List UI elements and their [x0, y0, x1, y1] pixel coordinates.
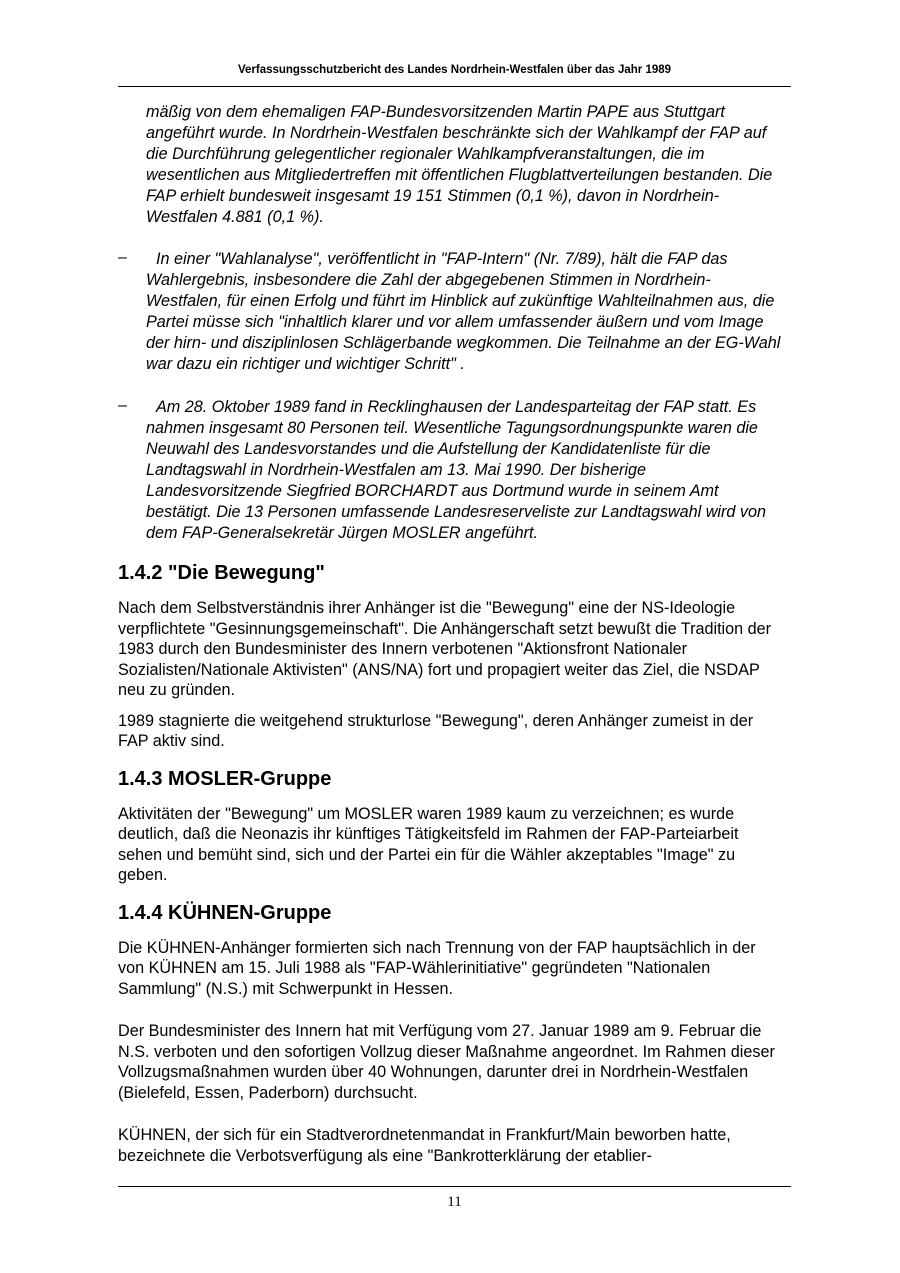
page-body — [118, 102, 786, 1176]
body-paragraph: KÜHNEN, der sich für ein Stadtverordnetenmandat in Frankfurt/Main beworben hatte, bezeichnete die Verbotsverfügung als eine "Bankrotterklärung der etablier- — [118, 1126, 731, 1165]
running-header: Verfassungsschutzbericht des Landes Nordrhein-Westfalen über das Jahr 1989 — [237, 64, 672, 76]
dash-bullet-icon: – — [118, 397, 127, 414]
bullet-text: In einer "Wahlanalyse", veröffentlicht in "FAP-Intern" (Nr. 7/89), hält die FAP das Wahlergebnis, insbesondere die Zahl der abgegebenen Stimmen in Nordrhein-Westfalen, für einen Erfolg und führt im Hinblick auf zukünftige Wahlteilnahmen aus, die Partei müsse sich "inhaltlich klarer und vor allem umfassender äußern und vom Image der hirn- und disziplinlosen Schlägerbande wegkommen. Die Teilnahme an der EG-Wahl war dazu ein richtiger und wichtiger Schritt" . — [146, 250, 781, 373]
header-rule — [118, 86, 791, 87]
body-paragraph: Aktivitäten der "Bewegung" um MOSLER waren 1989 kaum zu verzeichnen; es wurde deutlich, daß die Neonazis ihr künftiges Tätigkeitsfeld im Rahmen der FAP-Parteiarbeit sehen und bemüht sind, sich und der Partei ein für die Wähler akzeptables "Image" zu geben. — [118, 804, 739, 884]
footer-rule — [118, 1186, 791, 1187]
bullet-text: Am 28. Oktober 1989 fand in Recklinghausen der Landesparteitag der FAP statt. Es nahmen insgesamt 80 Personen teil. Wesentliche Tagungsordnungspunkte waren die Neuwahl des Landesvorstandes und die Aufstellung der Kandidatenliste für die Landtagswahl in Nordrhein-Westfalen am 13. Mai 1990. Der bisherige Landesvorsitzende Siegfried BORCHARDT aus Dortmund wurde in seinem Amt bestätigt. Die 13 Personen umfassende Landesreserveliste zur Landtagswahl wird von dem FAP-Generalsekretär Jürgen MOSLER angeführt. — [146, 398, 766, 542]
body-paragraph: Der Bundesminister des Innern hat mit Verfügung vom 27. Januar 1989 am 9. Februar die N.S. verboten und den sofortigen Vollzug dieser Maßnahme angeordnet. Im Rahmen dieser Vollzugsmaßnahmen wurden über 40 Wohnungen, darunter drei in Nordrhein-Westfalen (Bielefeld, Essen, Paderborn) durchsucht. — [118, 1022, 775, 1102]
section-heading-bewegung: 1.4.2 "Die Bewegung" — [118, 562, 325, 584]
section-heading-mosler: 1.4.3 MOSLER-Gruppe — [118, 767, 332, 790]
bullet-item — [118, 249, 786, 375]
intro-paragraph: mäßig von dem ehemaligen FAP-Bundesvorsitzenden Martin PAPE aus Stuttgart angeführt wurde. In Nordrhein-Westfalen beschränkte sich der Wahlkampf der FAP auf die Durchführung gelegentlicher regionaler Wahlkampfveranstaltungen, die im wesentlichen aus Mitgliedertreffen mit öffentlichen Flugblattverteilungen bestanden. Die FAP erhielt bundesweit insgesamt 19 151 Stimmen (0,1 %), davon in Nordrhein-Westfalen 4.881 (0,1 %). — [146, 103, 773, 226]
body-paragraph: Die KÜHNEN-Anhänger formierten sich nach Trennung von der FAP hauptsächlich in der von KÜHNEN am 15. Juli 1988 als "FAP-Wählerinitiative" gegründeten "Nationalen Sammlung" (N.S.) mit Schwerpunkt in Hessen. — [118, 938, 756, 998]
dash-bullet-icon: – — [118, 249, 127, 266]
section-heading-kuehnen: 1.4.4 KÜHNEN-Gruppe — [118, 901, 332, 924]
bullet-item — [118, 397, 786, 544]
page-number: 11 — [447, 1194, 462, 1210]
body-paragraph: 1989 stagnierte die weitgehend strukturlose "Bewegung", deren Anhänger zumeist in der FAP aktiv sind. — [118, 711, 754, 750]
body-paragraph: Nach dem Selbstverständnis ihrer Anhänger ist die "Bewegung" eine der NS-Ideologie verpflichtete "Gesinnungsgemeinschaft". Die Anhängerschaft setzt bewußt die Tradition der 1983 durch den Bundesminister des Innern verbotenen "Aktionsfront Nationaler Sozialisten/Nationale Aktivisten" (ANS/NA) fort und propagiert weiter das Ziel, die NSDAP neu zu gründen. — [118, 599, 772, 699]
